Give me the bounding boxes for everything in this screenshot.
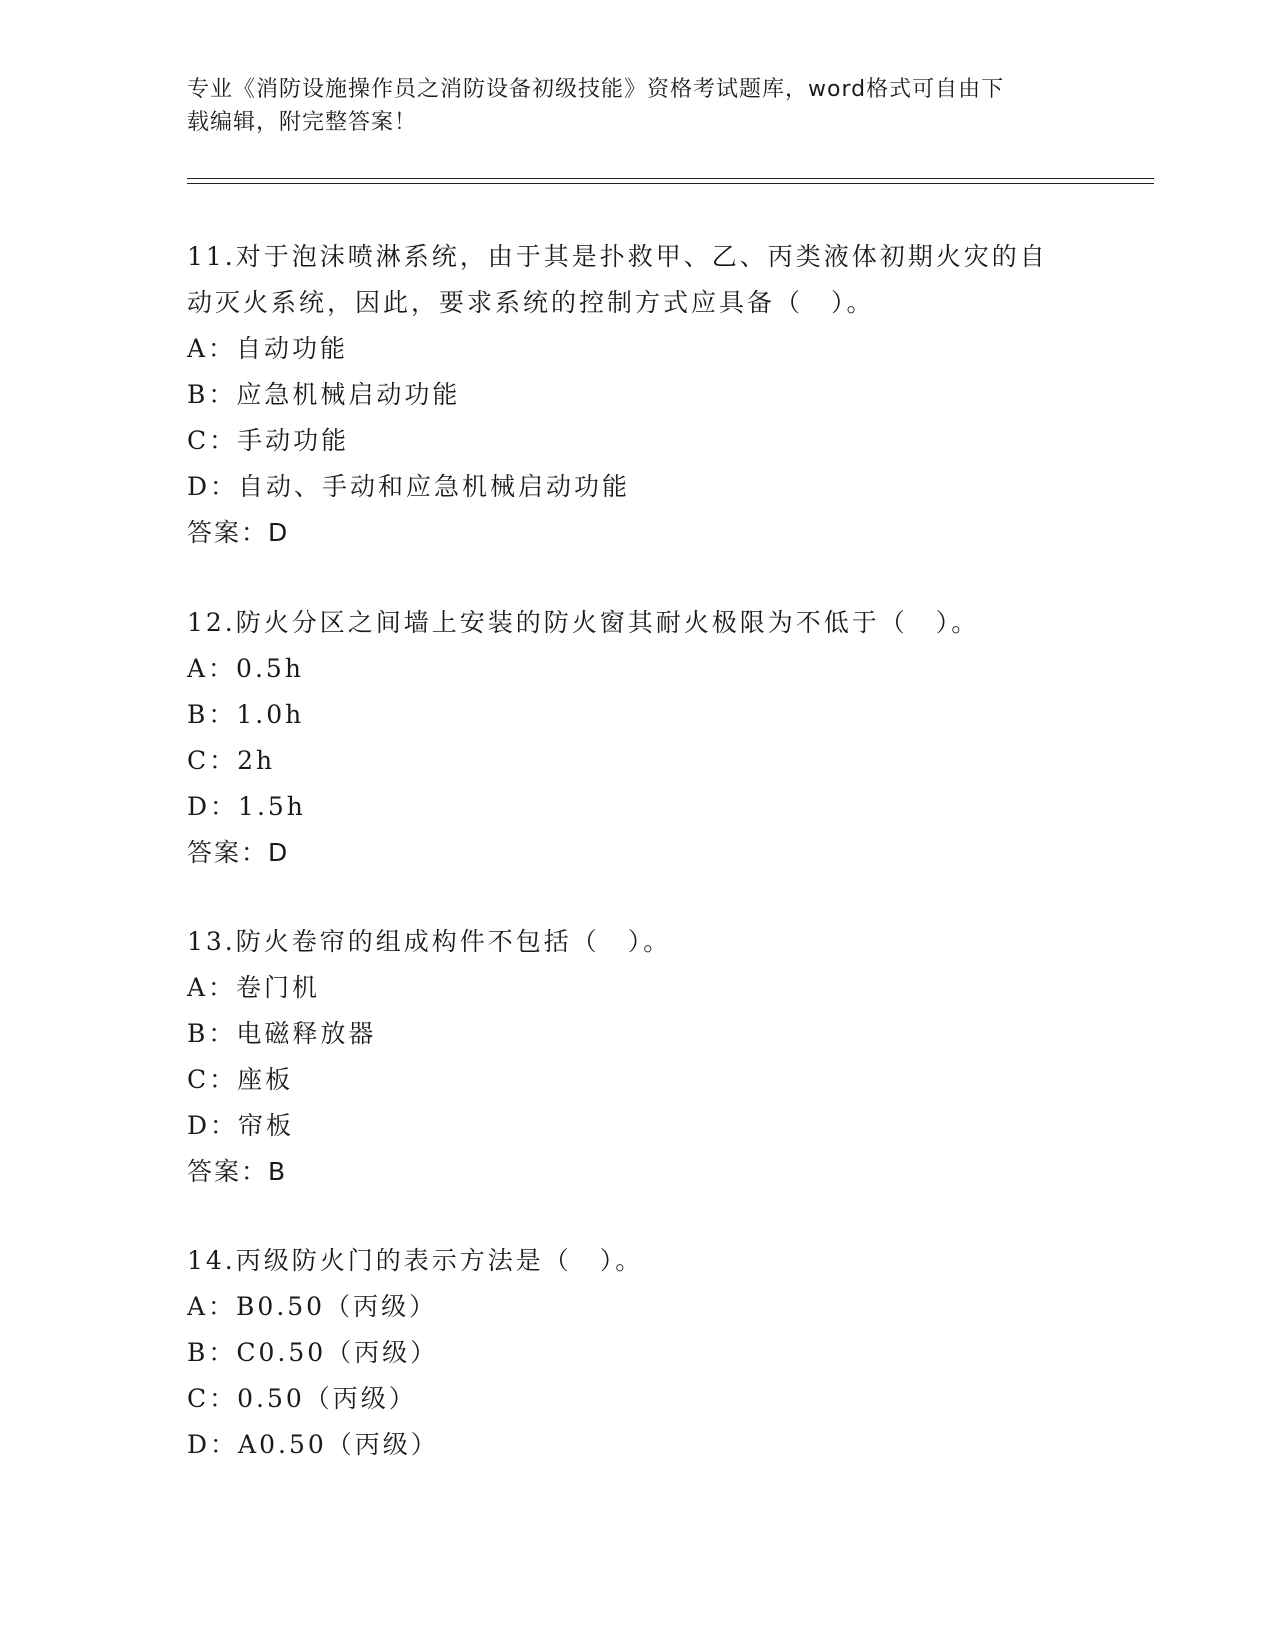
- option-a: A：B0.50（丙级）: [187, 1292, 438, 1321]
- option-d: D：自动、手动和应急机械启动功能: [187, 472, 631, 501]
- header-line-1: 专业《消防设施操作员之消防设备初级技能》资格考试题库，word格式可自由下: [187, 77, 1005, 102]
- header-divider-bottom: [187, 183, 1154, 184]
- option-a: A：0.5h: [187, 654, 304, 683]
- question-stem: 11.对于泡沫喷淋系统，由于其是扑救甲、乙、丙类液体初期火灾的自: [187, 242, 1048, 271]
- option-b: B：电磁释放器: [187, 1019, 377, 1048]
- option-b: B：1.0h: [187, 700, 305, 729]
- question-14: [187, 1238, 1087, 1468]
- question-stem: 12.防火分区之间墙上安装的防火窗其耐火极限为不低于（ ）。: [187, 608, 980, 637]
- option-a: A：自动功能: [187, 334, 349, 363]
- document-header: [187, 73, 1067, 139]
- option-c: C：手动功能: [187, 426, 350, 455]
- option-c: C：0.50（丙级）: [187, 1384, 417, 1413]
- option-c: C：座板: [187, 1065, 294, 1094]
- option-b: B：C0.50（丙级）: [187, 1338, 439, 1367]
- question-13: [187, 919, 1087, 1195]
- option-a: A：卷门机: [187, 973, 321, 1002]
- question-12: [187, 600, 1087, 876]
- question-stem: 13.防火卷帘的组成构件不包括（ ）。: [187, 927, 672, 956]
- question-stem-continued: 动灭火系统，因此，要求系统的控制方式应具备（ ）。: [187, 288, 875, 317]
- option-d: D：帘板: [187, 1111, 295, 1140]
- question-stem: 14.丙级防火门的表示方法是（ ）。: [187, 1246, 644, 1275]
- answer: 答案：D: [187, 838, 290, 867]
- answer: 答案：B: [187, 1157, 288, 1186]
- option-d: D：A0.50（丙级）: [187, 1430, 439, 1459]
- option-d: D：1.5h: [187, 792, 306, 821]
- option-c: C：2h: [187, 746, 276, 775]
- header-divider-top: [187, 178, 1154, 179]
- question-11: [187, 234, 1087, 556]
- option-b: B：应急机械启动功能: [187, 380, 461, 409]
- answer: 答案：D: [187, 518, 290, 547]
- header-line-2: 载编辑，附完整答案！: [187, 110, 418, 135]
